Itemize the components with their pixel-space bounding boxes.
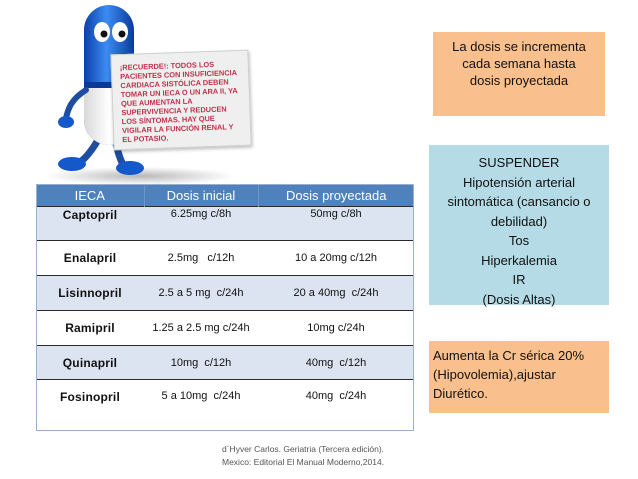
table-row (36, 311, 414, 346)
callout-dose-increase (433, 32, 605, 116)
callout-line: Hipotensión arterial (462, 174, 575, 190)
callout-line: Diurético. (433, 386, 488, 401)
reminder-sign (110, 50, 251, 151)
callout-line: IR (512, 272, 526, 287)
callout-suspend (429, 145, 609, 305)
drug-name: Quinapril (36, 346, 144, 380)
header-ieca: IECA (36, 184, 144, 207)
callout-line: Tos (508, 233, 530, 248)
callout-line: debilidad) (490, 213, 548, 229)
callout-line: dosis proyectada (469, 73, 569, 88)
callout-line: Aumenta la Cr sérica 20% (433, 348, 585, 363)
header-dosis-proyectada: Dosis proyectada (258, 184, 414, 207)
table-row (36, 276, 414, 311)
table-row (36, 380, 414, 449)
target-dose: 50mg c/8h (258, 207, 414, 241)
citation-line-2: Mexico: Editorial El Manual Moderno,2014. (222, 457, 385, 467)
table-row (36, 207, 414, 241)
initial-dose: 6.25mg c/8h (144, 207, 258, 241)
drug-name: Lisinnopril (36, 276, 144, 311)
target-dose: 10mg c/24h (258, 311, 414, 346)
callout-line: SUSPENDER (478, 155, 560, 170)
callout-line: sintomática (cansancio o (447, 194, 591, 209)
header-dosis-inicial: Dosis inicial (144, 184, 258, 207)
citation (222, 443, 442, 469)
reminder-sign-text: ¡RECUERDE!: TODOS LOS PACIENTES CON INSUFICIENCIA CARDIACA SISTÓLICA DEBEN TOMAR UN IECA O UN ARA II, YA QUE AUMENTAN LA SUPERVIVENCIA Y REDUCEN LOS SÍNTOMAS. HAY QUE VIGILAR LA FUNCIÓN RENAL Y EL POTASIO. (119, 59, 238, 145)
initial-dose: 10mg c/12h (144, 346, 258, 380)
initial-dose: 2.5mg c/12h (144, 241, 258, 276)
initial-dose: 1.25 a 2.5 mg c/24h (144, 311, 258, 346)
callout-line: La dosis se incrementa (452, 39, 586, 54)
citation-line-1: d´Hyver Carlos. Geriatria (Tercera edición). (222, 444, 385, 454)
table-header-row (36, 184, 414, 207)
initial-dose: 5 a 10mg c/24h (144, 380, 258, 449)
callout-line: (Dosis Altas) (482, 291, 556, 307)
callout-line: Hiperkalemia (481, 252, 557, 268)
drug-name: Enalapril (36, 241, 144, 276)
target-dose: 40mg c/24h (258, 380, 414, 449)
ieca-dosage-table (36, 184, 414, 448)
initial-dose: 2.5 a 5 mg c/24h (144, 276, 258, 311)
callout-creatinine (429, 341, 609, 413)
callout-line: cada semana hasta (462, 56, 576, 71)
table-row (36, 241, 414, 276)
drug-name: Fosinopril (36, 380, 144, 449)
drug-name: Captopril (36, 207, 144, 241)
target-dose: 40mg c/12h (258, 346, 414, 380)
drug-name: Ramipril (36, 311, 144, 346)
callout-line: (Hipovolemia),ajustar (433, 367, 556, 382)
target-dose: 20 a 40mg c/24h (258, 276, 414, 311)
table-row (36, 346, 414, 380)
target-dose: 10 a 20mg c/12h (258, 241, 414, 276)
